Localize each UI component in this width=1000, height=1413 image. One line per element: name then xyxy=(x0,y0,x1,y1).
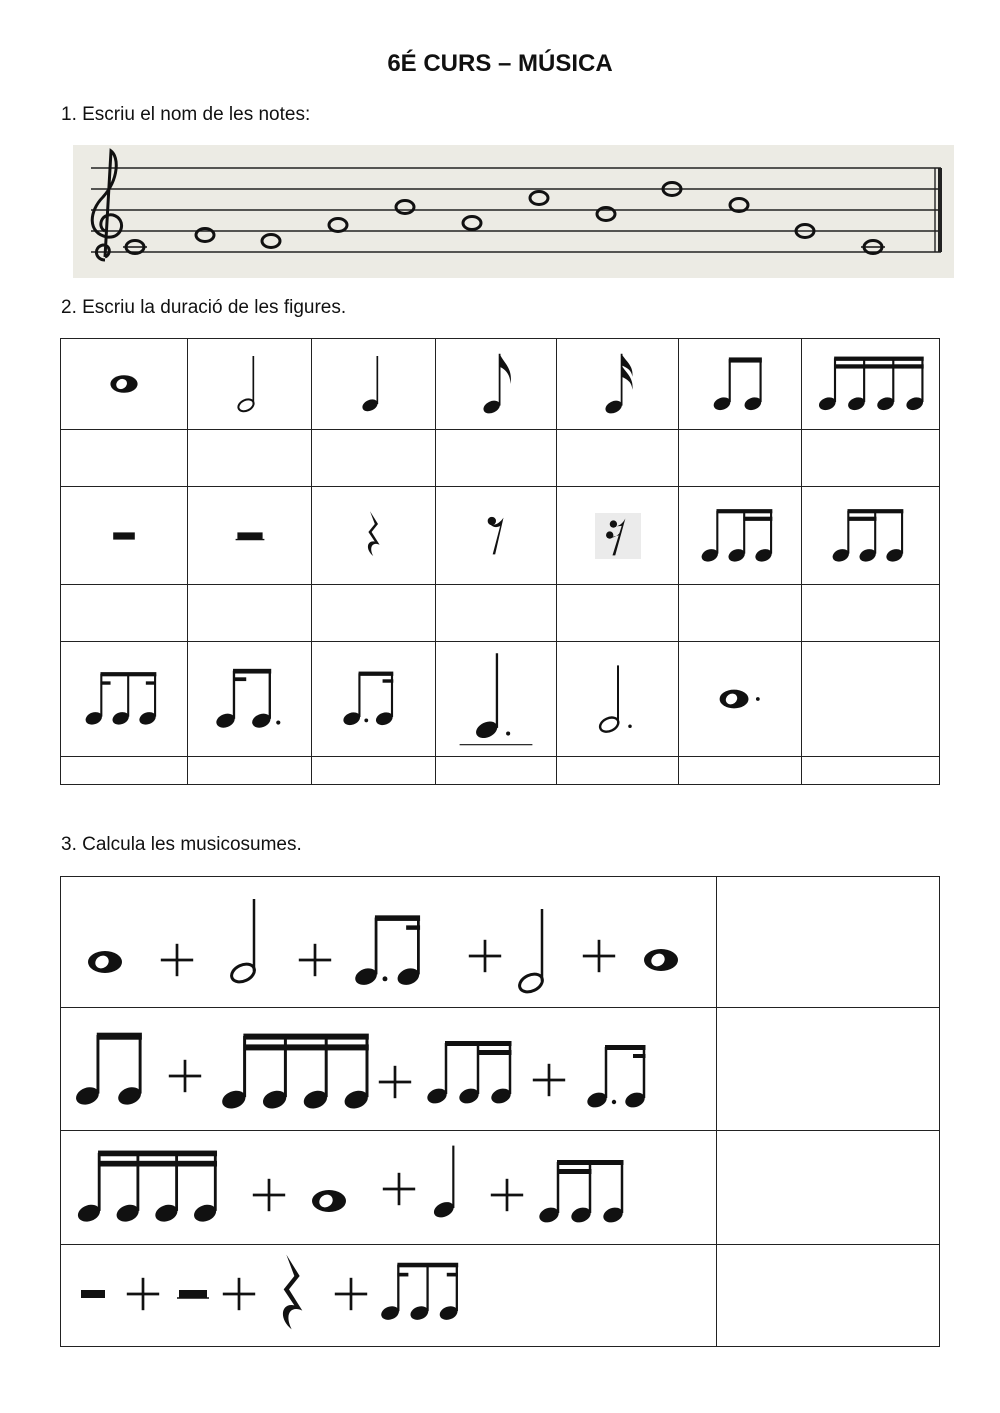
dotted-half-icon xyxy=(588,659,648,739)
page-title: 6É CURS – MÚSICA xyxy=(387,50,613,77)
four-sixteenths-icon xyxy=(220,1034,371,1112)
figure-cell xyxy=(557,339,679,430)
figure-cell xyxy=(61,339,188,430)
dotted-eighth-sixteenth-icon xyxy=(339,669,409,729)
two-eighths-icon xyxy=(74,1033,144,1108)
dotted-eighth-sixteenth-icon xyxy=(353,915,422,987)
sum-answer-cell[interactable] xyxy=(717,877,940,1008)
answer-cell[interactable] xyxy=(312,585,436,642)
quarter-note-icon xyxy=(431,1146,456,1221)
sum-expression xyxy=(61,877,717,1008)
figure-cell xyxy=(312,487,436,585)
plus-icon xyxy=(253,1179,285,1211)
quarter-rest-icon xyxy=(362,508,386,564)
question-3-label: 3. Calcula les musicosumes. xyxy=(61,834,302,855)
question-1-label: 1. Escriu el nom de les notes: xyxy=(61,104,311,125)
whole-note-icon xyxy=(644,949,678,971)
dotted-quarter-icon xyxy=(454,647,538,751)
figure-cell xyxy=(312,642,436,757)
two-sixteenths-eighth-icon xyxy=(829,506,913,566)
plus-icon xyxy=(223,1277,255,1309)
plus-icon xyxy=(127,1277,159,1309)
plus-icon xyxy=(299,944,331,976)
sum-row-2 xyxy=(61,1008,940,1131)
note-d4 xyxy=(262,235,280,248)
sum-row-3 xyxy=(61,1131,940,1245)
plus-icon xyxy=(379,1066,411,1098)
figure-cell xyxy=(61,487,188,585)
dotted-eighth-sixteenth-icon xyxy=(585,1045,647,1110)
figure-cell xyxy=(188,642,312,757)
empty-cell xyxy=(802,642,940,757)
plus-icon xyxy=(533,1064,565,1096)
sum-expression xyxy=(61,1131,717,1245)
answer-cell[interactable] xyxy=(436,585,557,642)
half-rest-icon xyxy=(177,1290,209,1298)
figure-cell xyxy=(436,487,557,585)
figure-cell xyxy=(802,339,940,430)
answer-row-2 xyxy=(61,585,940,642)
quarter-note-icon xyxy=(354,350,394,418)
answer-cell[interactable] xyxy=(312,757,436,785)
sum-expression xyxy=(61,1008,717,1131)
note-g4-2 xyxy=(463,217,481,230)
eighth-note-icon xyxy=(474,348,518,420)
note-b4 xyxy=(396,201,414,214)
figure-cell xyxy=(188,339,312,430)
figure-cell xyxy=(436,339,557,430)
plus-icon xyxy=(583,940,615,972)
plus-icon xyxy=(469,940,501,972)
question-2-label: 2. Escriu la duració de les figures. xyxy=(61,297,347,318)
figure-cell xyxy=(61,642,188,757)
figure-cell xyxy=(188,487,312,585)
answer-cell[interactable] xyxy=(557,585,679,642)
four-sixteenths-icon xyxy=(76,1151,219,1225)
figure-cell xyxy=(679,487,802,585)
whole-note-icon xyxy=(88,951,122,973)
whole-note-icon xyxy=(100,368,148,400)
four-sixteenths-icon xyxy=(812,354,930,414)
half-note-icon xyxy=(229,899,258,985)
whole-rest-icon xyxy=(81,1290,105,1298)
plus-icon xyxy=(335,1277,367,1309)
sixteenth-eighth-sixteenth-icon xyxy=(82,669,166,729)
note-g4 xyxy=(329,219,347,232)
sum-row-4 xyxy=(61,1245,940,1347)
figure-cell xyxy=(802,487,940,585)
figure-cell xyxy=(312,339,436,430)
figure-cell xyxy=(557,487,679,585)
eighth-two-sixteenths-icon xyxy=(425,1041,513,1106)
whole-note-icon xyxy=(312,1190,346,1212)
figure-cell xyxy=(679,339,802,430)
sum-row-1 xyxy=(61,877,940,1008)
eighth-dotted-pair-icon xyxy=(212,666,288,732)
answer-cell[interactable] xyxy=(802,430,940,487)
answer-cell[interactable] xyxy=(679,757,802,785)
figures-row-2 xyxy=(61,487,940,585)
answer-cell[interactable] xyxy=(557,430,679,487)
dotted-whole-icon xyxy=(709,682,771,716)
half-rest-icon xyxy=(232,527,268,545)
answer-cell[interactable] xyxy=(188,430,312,487)
sums-table xyxy=(60,876,940,1347)
quarter-rest-icon xyxy=(283,1254,302,1329)
answer-cell[interactable] xyxy=(802,757,940,785)
figures-row-1 xyxy=(61,339,940,430)
whole-rest-icon xyxy=(106,527,142,545)
half-note-icon xyxy=(517,909,546,995)
sum-expression xyxy=(61,1245,717,1347)
answer-cell[interactable] xyxy=(436,430,557,487)
figure-cell xyxy=(557,642,679,757)
answer-row-1 xyxy=(61,430,940,487)
plus-icon xyxy=(161,944,193,976)
answer-cell[interactable] xyxy=(679,430,802,487)
music-staff xyxy=(73,145,954,278)
half-note-icon xyxy=(230,350,270,418)
plus-icon xyxy=(383,1173,415,1205)
durations-table xyxy=(60,338,940,785)
answer-cell[interactable] xyxy=(61,430,188,487)
sixteenth-rest-icon xyxy=(595,513,641,559)
sixteenth-eighth-sixteenth-icon xyxy=(379,1262,459,1321)
sum-answer-cell[interactable] xyxy=(717,1008,940,1131)
answer-cell[interactable] xyxy=(188,757,312,785)
eighth-rest-icon xyxy=(483,511,509,561)
eighth-two-sixteenths-icon xyxy=(698,506,782,566)
answer-cell[interactable] xyxy=(61,757,188,785)
figures-row-3 xyxy=(61,642,940,757)
answer-cell[interactable] xyxy=(802,585,940,642)
plus-icon xyxy=(491,1179,523,1211)
answer-cell[interactable] xyxy=(679,585,802,642)
sixteenth-note-icon xyxy=(596,348,640,420)
two-eighths-icon xyxy=(709,354,771,414)
answer-cell[interactable] xyxy=(436,757,557,785)
answer-cell[interactable] xyxy=(188,585,312,642)
sum-answer-cell[interactable] xyxy=(717,1131,940,1245)
two-sixteenths-eighth-icon xyxy=(537,1160,625,1225)
note-d5 xyxy=(530,192,548,205)
answer-row-3 xyxy=(61,757,940,785)
figure-cell xyxy=(436,642,557,757)
answer-cell[interactable] xyxy=(557,757,679,785)
answer-cell[interactable] xyxy=(61,585,188,642)
staff-notes xyxy=(123,183,885,254)
plus-icon xyxy=(169,1060,201,1092)
answer-cell[interactable] xyxy=(312,430,436,487)
sum-answer-cell[interactable] xyxy=(717,1245,940,1347)
figure-cell xyxy=(679,642,802,757)
